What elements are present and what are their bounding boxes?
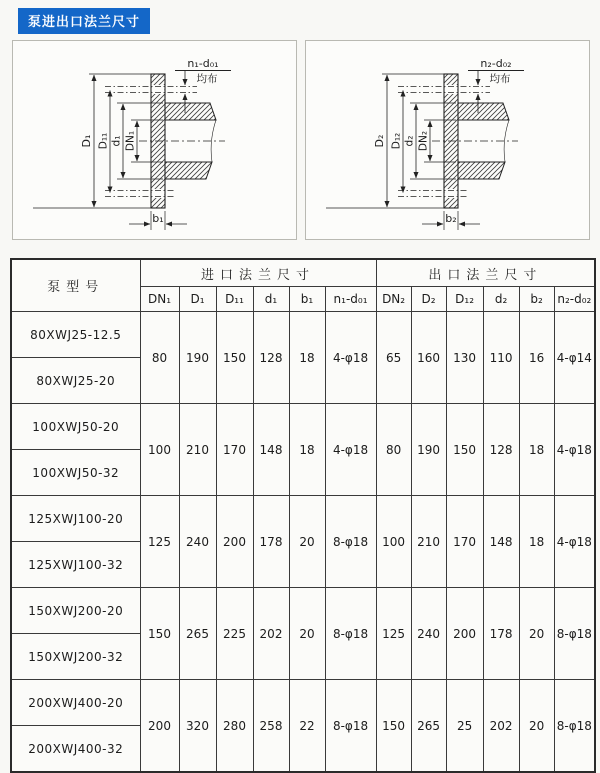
dimension-value-cell: 4-φ14 bbox=[554, 312, 595, 404]
dimension-value-cell: 22 bbox=[289, 680, 325, 773]
col-header-b2: b₂ bbox=[519, 287, 554, 312]
dim-label-D11: D₁₁ bbox=[97, 132, 110, 150]
table-row bbox=[11, 588, 595, 634]
dim-label-d2: d₂ bbox=[403, 135, 416, 147]
page-title-text: 泵进出口法兰尺寸 bbox=[28, 15, 141, 30]
pump-model-cell: 200XWJ400-20 bbox=[11, 680, 140, 726]
dimension-value-cell: 8-φ18 bbox=[554, 680, 595, 773]
dimension-value-cell: 4-φ18 bbox=[554, 496, 595, 588]
pump-model-cell: 125XWJ100-32 bbox=[11, 542, 140, 588]
bolt-hole-note: 均布 bbox=[489, 73, 511, 85]
table-row bbox=[11, 680, 595, 726]
dimension-value-cell: 150 bbox=[446, 404, 483, 496]
dim-label-d1: d₁ bbox=[110, 135, 123, 147]
dimension-value-cell: 160 bbox=[411, 312, 446, 404]
dimension-value-cell: 258 bbox=[253, 680, 289, 773]
dimension-value-cell: 18 bbox=[519, 404, 554, 496]
dimension-value-cell: 100 bbox=[140, 404, 179, 496]
pump-model-cell: 100XWJ50-32 bbox=[11, 450, 140, 496]
flange-dimensions-table bbox=[10, 258, 596, 773]
dimension-value-cell: 150 bbox=[140, 588, 179, 680]
outlet-flange-diagram bbox=[305, 40, 590, 240]
bolt-hole-label: n₂-d₀₂ bbox=[480, 57, 512, 70]
pump-model-cell: 80XWJ25-12.5 bbox=[11, 312, 140, 358]
pump-model-cell: 80XWJ25-20 bbox=[11, 358, 140, 404]
dimension-value-cell: 128 bbox=[253, 312, 289, 404]
dimension-value-cell: 210 bbox=[411, 496, 446, 588]
dim-label-D1: D₁ bbox=[80, 134, 93, 148]
outlet-flange-drawing bbox=[306, 41, 589, 239]
dim-label-b1: b₁ bbox=[152, 212, 164, 225]
dimension-value-cell: 148 bbox=[253, 404, 289, 496]
dimension-value-cell: 4-φ18 bbox=[325, 312, 376, 404]
col-header-D12: D₁₂ bbox=[446, 287, 483, 312]
dimension-value-cell: 265 bbox=[411, 680, 446, 773]
col-header-DN1: DN₁ bbox=[140, 287, 179, 312]
dim-label-D2: D₂ bbox=[373, 134, 386, 148]
dimension-value-cell: 25 bbox=[446, 680, 483, 773]
dim-label-b2: b₂ bbox=[445, 212, 457, 225]
dimension-value-cell: 190 bbox=[411, 404, 446, 496]
inlet-group-header: 进口法兰尺寸 bbox=[140, 259, 376, 287]
page-title bbox=[18, 8, 150, 34]
dimension-value-cell: 240 bbox=[411, 588, 446, 680]
dimension-value-cell: 110 bbox=[483, 312, 519, 404]
col-header-D1: D₁ bbox=[179, 287, 216, 312]
dimension-value-cell: 200 bbox=[446, 588, 483, 680]
dimension-value-cell: 16 bbox=[519, 312, 554, 404]
dimension-value-cell: 148 bbox=[483, 496, 519, 588]
pump-model-cell: 200XWJ400-32 bbox=[11, 726, 140, 773]
inlet-flange-diagram bbox=[12, 40, 297, 240]
dimension-value-cell: 20 bbox=[289, 588, 325, 680]
bolt-hole-note: 均布 bbox=[196, 73, 218, 85]
model-column-header: 泵型号 bbox=[11, 259, 140, 312]
col-header-d2: d₂ bbox=[483, 287, 519, 312]
dimension-value-cell: 8-φ18 bbox=[554, 588, 595, 680]
col-header-DN2: DN₂ bbox=[376, 287, 411, 312]
dimension-value-cell: 200 bbox=[216, 496, 253, 588]
dimension-value-cell: 18 bbox=[289, 404, 325, 496]
pump-model-cell: 150XWJ200-20 bbox=[11, 588, 140, 634]
dimension-value-cell: 280 bbox=[216, 680, 253, 773]
table-header-group-row bbox=[11, 259, 595, 287]
dimension-value-cell: 202 bbox=[253, 588, 289, 680]
col-header-d1: d₁ bbox=[253, 287, 289, 312]
dimension-value-cell: 80 bbox=[140, 312, 179, 404]
col-header-D2: D₂ bbox=[411, 287, 446, 312]
dimension-value-cell: 210 bbox=[179, 404, 216, 496]
dimension-value-cell: 125 bbox=[140, 496, 179, 588]
col-header-n2-d02: n₂-d₀₂ bbox=[554, 287, 595, 312]
dimension-value-cell: 125 bbox=[376, 588, 411, 680]
table-row bbox=[11, 496, 595, 542]
dimension-value-cell: 8-φ18 bbox=[325, 588, 376, 680]
dimension-value-cell: 130 bbox=[446, 312, 483, 404]
dimension-value-cell: 320 bbox=[179, 680, 216, 773]
dimension-value-cell: 4-φ18 bbox=[325, 404, 376, 496]
dimension-value-cell: 20 bbox=[519, 588, 554, 680]
dimension-value-cell: 225 bbox=[216, 588, 253, 680]
dimension-value-cell: 65 bbox=[376, 312, 411, 404]
dimension-value-cell: 190 bbox=[179, 312, 216, 404]
dimension-value-cell: 265 bbox=[179, 588, 216, 680]
table-row bbox=[11, 404, 595, 450]
col-header-D11: D₁₁ bbox=[216, 287, 253, 312]
dimension-value-cell: 178 bbox=[253, 496, 289, 588]
dimension-value-cell: 20 bbox=[289, 496, 325, 588]
pump-model-cell: 125XWJ100-20 bbox=[11, 496, 140, 542]
outlet-group-header: 出口法兰尺寸 bbox=[376, 259, 595, 287]
dimension-value-cell: 240 bbox=[179, 496, 216, 588]
pump-model-cell: 100XWJ50-20 bbox=[11, 404, 140, 450]
dimension-value-cell: 150 bbox=[216, 312, 253, 404]
bolt-hole-label: n₁-d₀₁ bbox=[187, 57, 219, 70]
col-header-n1-d01: n₁-d₀₁ bbox=[325, 287, 376, 312]
dim-label-DN1: DN₁ bbox=[124, 130, 137, 152]
col-header-b1: b₁ bbox=[289, 287, 325, 312]
pump-model-cell: 150XWJ200-32 bbox=[11, 634, 140, 680]
dimension-value-cell: 80 bbox=[376, 404, 411, 496]
dimension-value-cell: 20 bbox=[519, 680, 554, 773]
dimension-value-cell: 18 bbox=[519, 496, 554, 588]
dimension-value-cell: 100 bbox=[376, 496, 411, 588]
dim-label-D12: D₁₂ bbox=[390, 132, 403, 150]
dimension-value-cell: 18 bbox=[289, 312, 325, 404]
dim-label-DN2: DN₂ bbox=[417, 130, 430, 152]
dimension-value-cell: 170 bbox=[446, 496, 483, 588]
dimension-value-cell: 200 bbox=[140, 680, 179, 773]
dimension-value-cell: 8-φ18 bbox=[325, 680, 376, 773]
dimension-value-cell: 150 bbox=[376, 680, 411, 773]
dimension-value-cell: 8-φ18 bbox=[325, 496, 376, 588]
table-row bbox=[11, 312, 595, 358]
dimension-value-cell: 128 bbox=[483, 404, 519, 496]
dimension-value-cell: 170 bbox=[216, 404, 253, 496]
dimension-value-cell: 178 bbox=[483, 588, 519, 680]
table-body bbox=[11, 312, 595, 773]
inlet-flange-drawing bbox=[13, 41, 296, 239]
diagram-row bbox=[12, 40, 590, 240]
dimension-value-cell: 202 bbox=[483, 680, 519, 773]
dimension-value-cell: 4-φ18 bbox=[554, 404, 595, 496]
